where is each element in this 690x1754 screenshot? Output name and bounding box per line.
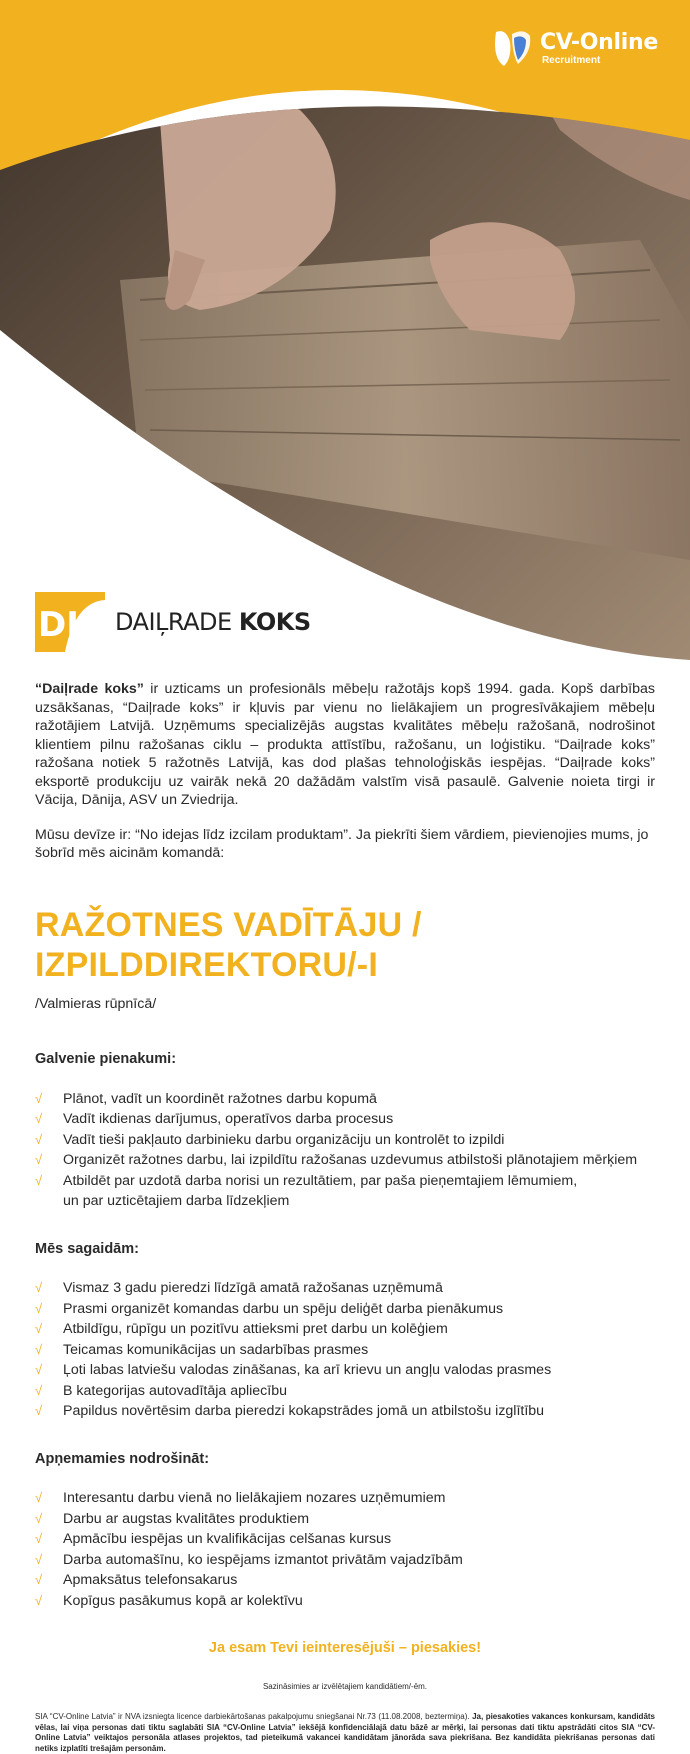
check-icon: √ xyxy=(35,1152,43,1167)
cv-online-logo xyxy=(492,28,658,68)
check-icon: √ xyxy=(35,1090,43,1106)
list-item: √ Organizēt ražotnes darbu, lai izpildītu ražošanas uzdevumus atbilstoši plānotajiem mērķiem xyxy=(35,1150,655,1171)
company-name xyxy=(115,608,311,636)
hero-banner xyxy=(0,0,690,660)
list-item: √ B kategorijas autovadītāja apliecību xyxy=(35,1381,655,1402)
check-icon: √ xyxy=(35,1572,43,1587)
section-heading-requirements: Mēs sagaidām: xyxy=(35,1240,139,1257)
check-icon: √ xyxy=(35,1172,43,1188)
check-icon: √ xyxy=(35,1362,43,1377)
section-heading-benefits: Apņemamies nodrošināt: xyxy=(35,1450,210,1467)
legal-notice xyxy=(35,1712,655,1754)
check-icon: √ xyxy=(35,1111,43,1126)
list-item: √ Darbu ar augstas kvalitātes produktiem xyxy=(35,1509,655,1530)
check-icon: √ xyxy=(35,1382,43,1398)
job-location: /Valmieras rūpnīcā/ xyxy=(35,995,157,1012)
intro-paragraph xyxy=(35,680,655,810)
requirements-list xyxy=(35,1278,655,1422)
list-item: √ Vismaz 3 gadu pieredzi līdzīgā amatā ražošanas uzņēmumā xyxy=(35,1278,655,1299)
legal-text: SIA “CV-Online Latvia” ir NVA izsniegta licence darbiekārtošanas pakalpojumu sniegšanai Nr.73 (11.08.2008, beztermiņa). xyxy=(35,1712,473,1721)
duties-list xyxy=(35,1089,655,1212)
svg-text:DK: DK xyxy=(38,605,93,645)
check-icon: √ xyxy=(35,1403,43,1418)
check-icon: √ xyxy=(35,1531,43,1546)
brand-name: CV-Online xyxy=(539,29,658,55)
benefits-list xyxy=(35,1488,655,1611)
company-name-bold: KOKS xyxy=(238,608,311,636)
dk-logo-icon xyxy=(35,592,105,652)
list-item: √ Apmaksātus telefonsakarus xyxy=(35,1570,655,1591)
list-item: √ Vadīt tieši pakļauto darbinieku darbu organizāciju un kontrolēt to izpildi xyxy=(35,1130,655,1151)
list-item: √ Teicamas komunikācijas un sadarbības prasmes xyxy=(35,1340,655,1361)
list-item: √ Vadīt ikdienas darījumus, operatīvos darba procesus xyxy=(35,1109,655,1130)
intro-company-bold: “Daiļrade koks” xyxy=(35,681,144,697)
apply-call-to-action: Ja esam Tevi ieinteresējuši – piesakies! xyxy=(208,1640,482,1656)
company-logo xyxy=(35,592,311,652)
contact-note: Sazināsimies ar izvēlētajiem kandidātiem/-ēm. xyxy=(262,1681,428,1691)
company-name-light: DAIĻRADE xyxy=(115,608,232,636)
job-title xyxy=(35,905,655,985)
job-title-line2: IZPILDDIREKTORU/-I xyxy=(35,945,378,984)
motto-paragraph: Mūsu devīze ir: “No idejas līdz izcilam produktam”. Ja piekrīti šiem vārdiem, pievienojies mums, jo šobrīd mēs aicinām komandā: xyxy=(35,826,649,861)
list-item: √ Atbildīgu, rūpīgu un pozitīvu attieksmi pret darbu un kolēģiem xyxy=(35,1319,655,1340)
intro-text: ir uzticams un profesionāls mēbeļu ražotājs kopš 1994. gada. Kopš darbības uzsākšanas, “Daiļrade koks” ir kļuvis par vienu no lielākajiem un progresīvākajiem mēbeļu ražotājiem Latvijā. Uzņēmums specializējās augstas kvalitātes mēbeļu ražošanā, nodrošinot klientiem pilnu ražošanas ciklu – produkta attīstību, ražošanu, un loģistiku. “Daiļrade koks” ražošana notiek 5 ražotnēs Latvijā, kas dod plašas tehnoloģiskās iespējas. “Daiļrade koks” eksportē produkciju uz vairāk nekā 20 dažādām valstīm visā pasaulē. Galvenie noieta tirgi ir Vācija, Dānija, ASV un Zviedrija. xyxy=(35,681,655,808)
list-item: √ Darba automašīnu, ko iespējams izmantot privātām vajadzībām xyxy=(35,1550,655,1571)
check-icon: √ xyxy=(35,1341,43,1357)
job-title-line1: RAŽOTNES VADĪTĀJU / xyxy=(35,905,422,944)
list-item: √ Ļoti labas latviešu valodas zināšanas, ka arī krievu un angļu valodas prasmes xyxy=(35,1360,655,1381)
cv-online-logo-icon xyxy=(492,28,534,68)
brand-subtitle: Recruitment xyxy=(541,54,601,66)
check-icon: √ xyxy=(35,1280,43,1295)
check-icon: √ xyxy=(35,1490,43,1505)
list-item: √ Interesantu darbu vienā no lielākajiem nozares uzņēmumiem xyxy=(35,1488,655,1509)
ad-content xyxy=(35,680,655,1754)
list-item: √ Apmācību iespējas un kvalifikācijas celšanas kursus xyxy=(35,1529,655,1550)
list-item: √ Kopīgus pasākumus kopā ar kolektīvu xyxy=(35,1591,655,1612)
legal-bold-text: Ja, piesakoties vakances konkursam, kandidāts vēlas, lai viņa personas dati tiktu saglabāti SIA “CV-Online Latvia” iekšējā konfidenciālajā datu bāzē ar mērķi, lai personas dati tiktu apstrādāti citos SIA “CV-Online Latvia” veiktajos personāla atlases projektos, tad pieteikumā vakancei kandidātam jānorāda sava piekrišana. Bez kandidāta piekrišanas personas dati netiks izplatīti trešajām personām. xyxy=(35,1712,656,1753)
list-item: √ Prasmi organizēt komandas darbu un spēju deliģēt darba pienākumus xyxy=(35,1299,655,1320)
check-icon: √ xyxy=(35,1510,43,1526)
section-heading-duties: Galvenie pienakumi: xyxy=(35,1051,177,1067)
check-icon: √ xyxy=(35,1551,43,1567)
check-icon: √ xyxy=(35,1300,43,1316)
list-item: √ Plānot, vadīt un koordinēt ražotnes darbu kopumā xyxy=(35,1089,655,1110)
check-icon: √ xyxy=(35,1131,43,1147)
list-item: √ Papildus novērtēsim darba pieredzi kokapstrādes jomā un atbilstošu izglītību xyxy=(35,1401,655,1422)
list-item: √ Atbildēt par uzdotā darba norisi un rezultātiem, par paša pieņemtajiem lēmumiem, un par uzticētajiem darba līdzekļiem xyxy=(35,1172,578,1209)
check-icon: √ xyxy=(35,1321,43,1336)
check-icon: √ xyxy=(35,1592,43,1608)
